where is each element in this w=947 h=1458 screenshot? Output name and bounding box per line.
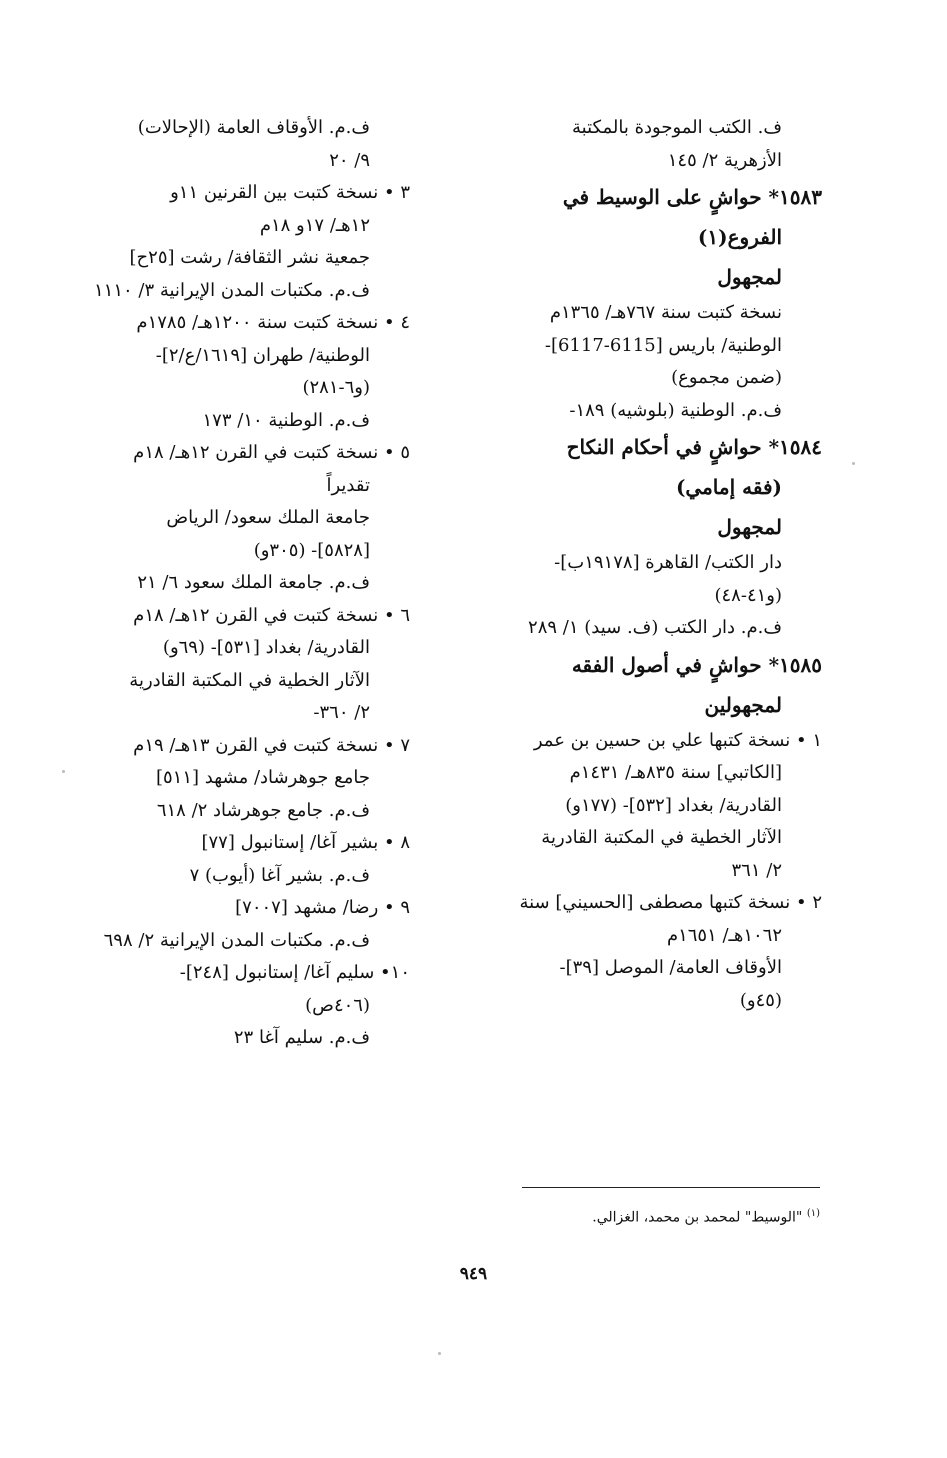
left-column-line: جامع جوهرشاد/ مشهد [٥١١] [155, 767, 370, 788]
left-column-line: ف.م. الأوقاف العامة (الإحالات) [137, 117, 370, 138]
left-column-line: ف.م. سليم آغا ٢٣ [233, 1027, 370, 1048]
footnote-text: "الوسيط" لمحمد بن محمد، الغزالي. [592, 1209, 803, 1226]
right-column-line: ١٠٦٢هـ/ ١٦٥١م [666, 924, 782, 946]
left-column-line: الوطنية/ طهران [١٦١٩/ع/٢]- [155, 344, 370, 366]
right-column-line: (ضمن مجموع) [671, 367, 782, 388]
left-column-line: ف.م. جامعة الملك سعود ٦/ ٢١ [137, 572, 370, 593]
left-column-line: ٩/ ٢٠ [329, 149, 370, 171]
left-column-line: ١٠• سليم آغا/ إستانبول [٢٤٨]- [179, 962, 410, 983]
left-column-line: الآثار الخطية في المكتبة القادرية [129, 669, 370, 691]
left-column-line: (و٦-٢٨١) [302, 377, 370, 398]
left-column-line: ف.م. الوطنية ١٠/ ١٧٣ [202, 409, 370, 431]
left-column-line: ٧ • نسخة كتبت في القرن ١٣هـ/ ١٩م [133, 734, 410, 756]
left-column-line: ٤ • نسخة كتبت سنة ١٢٠٠هـ/ ١٧٨٥م [136, 312, 410, 333]
right-column-line: ف. الكتب الموجودة بالمكتبة [572, 117, 782, 138]
left-column-line: تقديراً [326, 474, 370, 496]
right-column-line: ١ • نسخة كتبها علي بن حسين بن عمر [533, 729, 822, 751]
right-column-line: (و٤١-٤٨) [714, 584, 782, 606]
right-column-line: (فقه إمامي) [675, 475, 782, 499]
right-column-line: لمجهول [717, 515, 782, 539]
footnote-rule [522, 1187, 820, 1188]
right-column-line: ف.م. دار الكتب (ف. سيد) ١/ ٢٨٩ [528, 617, 782, 638]
scan-speck [438, 1352, 441, 1355]
left-column-line: جمعية نشر الثقافة/ رشت [٢٥ح] [129, 247, 370, 268]
right-column-line: (٤٥و) [739, 989, 782, 1011]
scan-speck [852, 462, 855, 465]
left-column-line: ١٢هـ/ ١٧و ١٨م [259, 214, 370, 236]
right-column [492, 112, 822, 1017]
left-column-line: [٥٨٢٨]- (٣٠٥و) [253, 539, 370, 561]
right-column-line: ٢/ ٣٦١ [731, 859, 782, 881]
left-column-line: ف.م. مكتبات المدن الإيرانية ٣/ ١١١٠ [93, 279, 370, 301]
scan-speck [62, 770, 65, 773]
right-column-line: ١٥٨٥* حواشٍ في أصول الفقه [571, 652, 822, 677]
right-column-line: نسخة كتبت سنة ٧٦٧هـ/ ١٣٦٥م [549, 302, 782, 323]
left-column-line: ٨ • بشير آغا/ إستانبول [٧٧] [201, 832, 410, 853]
left-column-line: جامعة الملك سعود/ الرياض [166, 507, 370, 528]
left-column-line: ٣ • نسخة كتبت بين القرنين ١١و [170, 182, 410, 203]
right-column-line: الوطنية/ باريس [6115-6117]- [544, 334, 782, 356]
left-column-line: ف.م. جامع جوهرشاد ٢/ ٦١٨ [156, 799, 370, 821]
right-column-line: دار الكتب/ القاهرة [١٩١٧٨ب]- [554, 552, 782, 573]
right-column-line: لمجهولين [704, 692, 782, 717]
left-column-line: ف.م. بشير آغا (أيوب) ٧ [189, 864, 370, 886]
right-column-line: [الكاتبي] سنة ٨٣٥هـ/ ١٤٣١م [569, 762, 782, 783]
left-column-line: ف.م. مكتبات المدن الإيرانية ٢/ ٦٩٨ [103, 929, 370, 951]
left-column [93, 112, 410, 1055]
left-column-line: (٤٠٦ص) [305, 994, 370, 1016]
right-column-line: القادرية/ بغداد [٥٣٢]- (١٧٧و) [565, 794, 782, 816]
left-column-line: ٦ • نسخة كتبت في القرن ١٢هـ/ ١٨م [133, 604, 410, 626]
right-column-line: الأوقاف العامة/ الموصل [٣٩]- [559, 957, 782, 978]
right-column-line: لمجهول [717, 265, 782, 289]
page-number: ٩٤٩ [459, 1264, 488, 1284]
left-column-line: ٩ • رضا/ مشهد [٧٠٠٧] [235, 897, 410, 918]
right-column-line: ف.م. الوطنية (بلوشيه) ١٨٩- [569, 399, 782, 421]
right-column-line: ٢ • نسخة كتبها مصطفى [الحسيني] سنة [519, 892, 822, 913]
right-column-line: ١٥٨٤* حواشٍ في أحكام النكاح [566, 435, 822, 459]
right-column-line: ١٥٨٣* حواشٍ على الوسيط في [562, 185, 822, 209]
left-column-line: القادرية/ بغداد [٥٣١]- (٦٩و) [162, 637, 370, 658]
right-column-line: الآثار الخطية في المكتبة القادرية [541, 827, 782, 848]
left-column-line: ٢/ ٣٦٠- [313, 702, 370, 723]
footnote-marker: (١) [806, 1208, 820, 1219]
left-column-line: ٥ • نسخة كتبت في القرن ١٢هـ/ ١٨م [133, 442, 410, 463]
right-column-line: الفروع(١) [697, 225, 782, 249]
footnote [420, 1204, 820, 1228]
right-column-line: الأزهرية ٢/ ١٤٥ [667, 149, 782, 171]
